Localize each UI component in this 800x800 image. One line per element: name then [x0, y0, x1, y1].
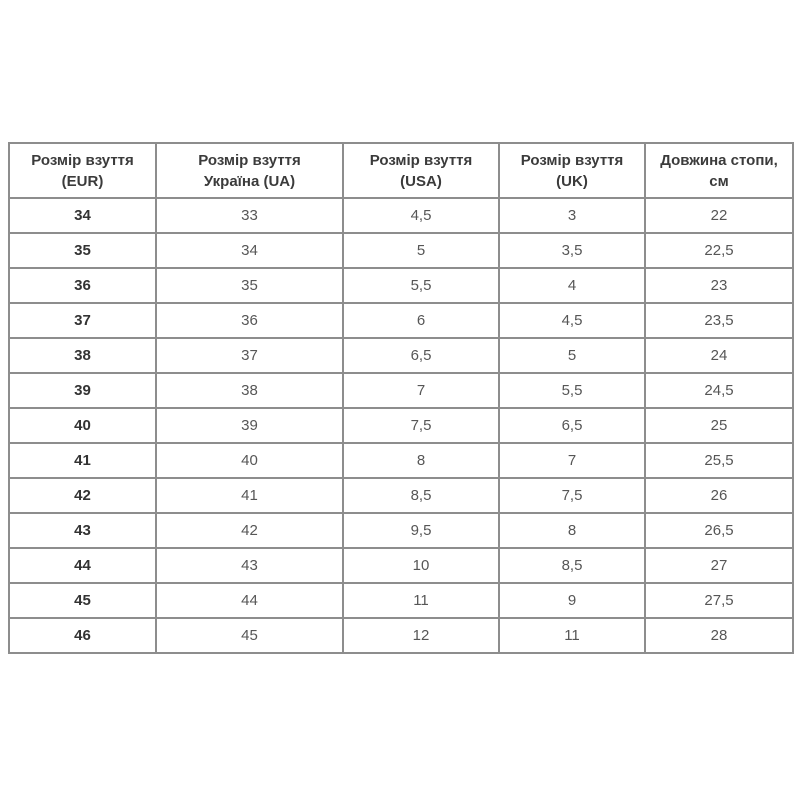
table-cell: 11 [343, 583, 499, 618]
table-cell: 7 [343, 373, 499, 408]
header-line: Розмір взуття [198, 151, 301, 169]
table-row [9, 548, 793, 583]
header-line: (EUR) [61, 172, 104, 190]
header-line: Україна (UA) [203, 172, 296, 190]
table-cell: 36 [156, 303, 343, 338]
table-cell: 23,5 [645, 303, 793, 338]
table-cell: 25 [645, 408, 793, 443]
table-row [9, 583, 793, 618]
table-cell: 5,5 [499, 373, 645, 408]
table-cell: 39 [9, 373, 156, 408]
table-cell: 6,5 [343, 338, 499, 373]
table-cell: 9 [499, 583, 645, 618]
header-line: (UK) [556, 172, 588, 190]
table-cell: 8,5 [343, 478, 499, 513]
header-cell-eur [9, 143, 156, 198]
table-cell: 43 [156, 548, 343, 583]
table-cell: 4 [499, 268, 645, 303]
table-cell: 44 [156, 583, 343, 618]
header-line: см [709, 172, 729, 190]
table-cell: 24,5 [645, 373, 793, 408]
header-line: Розмір взуття [369, 151, 473, 169]
table-cell: 26 [645, 478, 793, 513]
table-cell: 45 [156, 618, 343, 653]
table-cell: 5 [499, 338, 645, 373]
header-cell-usa [343, 143, 499, 198]
table-cell: 46 [9, 618, 156, 653]
table-cell: 8 [343, 443, 499, 478]
table-cell: 28 [645, 618, 793, 653]
table-cell: 35 [156, 268, 343, 303]
table-cell: 43 [9, 513, 156, 548]
table-row [9, 513, 793, 548]
table-row [9, 233, 793, 268]
table-cell: 35 [9, 233, 156, 268]
table-cell: 8 [499, 513, 645, 548]
table-cell: 4,5 [343, 198, 499, 233]
table-row [9, 268, 793, 303]
table-cell: 22,5 [645, 233, 793, 268]
table-cell: 4,5 [499, 303, 645, 338]
table-cell: 5 [343, 233, 499, 268]
table-body [9, 198, 793, 653]
table-row [9, 338, 793, 373]
table-cell: 45 [9, 583, 156, 618]
header-line: (USA) [400, 172, 442, 190]
table-cell: 12 [343, 618, 499, 653]
table-cell: 33 [156, 198, 343, 233]
table-cell: 26,5 [645, 513, 793, 548]
table-cell: 7,5 [343, 408, 499, 443]
table-cell: 38 [9, 338, 156, 373]
header-line: Довжина стопи, [660, 151, 778, 169]
header-line: Розмір взуття [520, 151, 624, 169]
table-cell: 10 [343, 548, 499, 583]
header-cell-ua [156, 143, 343, 198]
table-cell: 6 [343, 303, 499, 338]
table-row [9, 478, 793, 513]
table-cell: 37 [156, 338, 343, 373]
header-cell-uk [499, 143, 645, 198]
table-cell: 25,5 [645, 443, 793, 478]
table-header [9, 143, 793, 198]
table-row [9, 443, 793, 478]
table-cell: 42 [9, 478, 156, 513]
table-cell: 24 [645, 338, 793, 373]
table-cell: 5,5 [343, 268, 499, 303]
table-cell: 39 [156, 408, 343, 443]
table-cell: 42 [156, 513, 343, 548]
table-cell: 34 [156, 233, 343, 268]
table-cell: 7,5 [499, 478, 645, 513]
table-cell: 36 [9, 268, 156, 303]
table-row [9, 303, 793, 338]
table-cell: 8,5 [499, 548, 645, 583]
header-cell-foot-length [645, 143, 793, 198]
table-cell: 38 [156, 373, 343, 408]
table-row [9, 198, 793, 233]
table-cell: 27 [645, 548, 793, 583]
table-cell: 6,5 [499, 408, 645, 443]
header-row [9, 143, 793, 198]
table-row [9, 373, 793, 408]
table-cell: 27,5 [645, 583, 793, 618]
table-cell: 40 [156, 443, 343, 478]
table-cell: 41 [156, 478, 343, 513]
table-cell: 41 [9, 443, 156, 478]
table-cell: 23 [645, 268, 793, 303]
table-row [9, 408, 793, 443]
shoe-size-conversion-table [8, 142, 794, 654]
table-cell: 44 [9, 548, 156, 583]
table-cell: 34 [9, 198, 156, 233]
table-cell: 37 [9, 303, 156, 338]
table-cell: 3,5 [499, 233, 645, 268]
table-row [9, 618, 793, 653]
table-cell: 11 [499, 618, 645, 653]
table-cell: 40 [9, 408, 156, 443]
table-cell: 9,5 [343, 513, 499, 548]
table-cell: 3 [499, 198, 645, 233]
table-cell: 22 [645, 198, 793, 233]
table-cell: 7 [499, 443, 645, 478]
header-line: Розмір взуття [31, 151, 134, 169]
